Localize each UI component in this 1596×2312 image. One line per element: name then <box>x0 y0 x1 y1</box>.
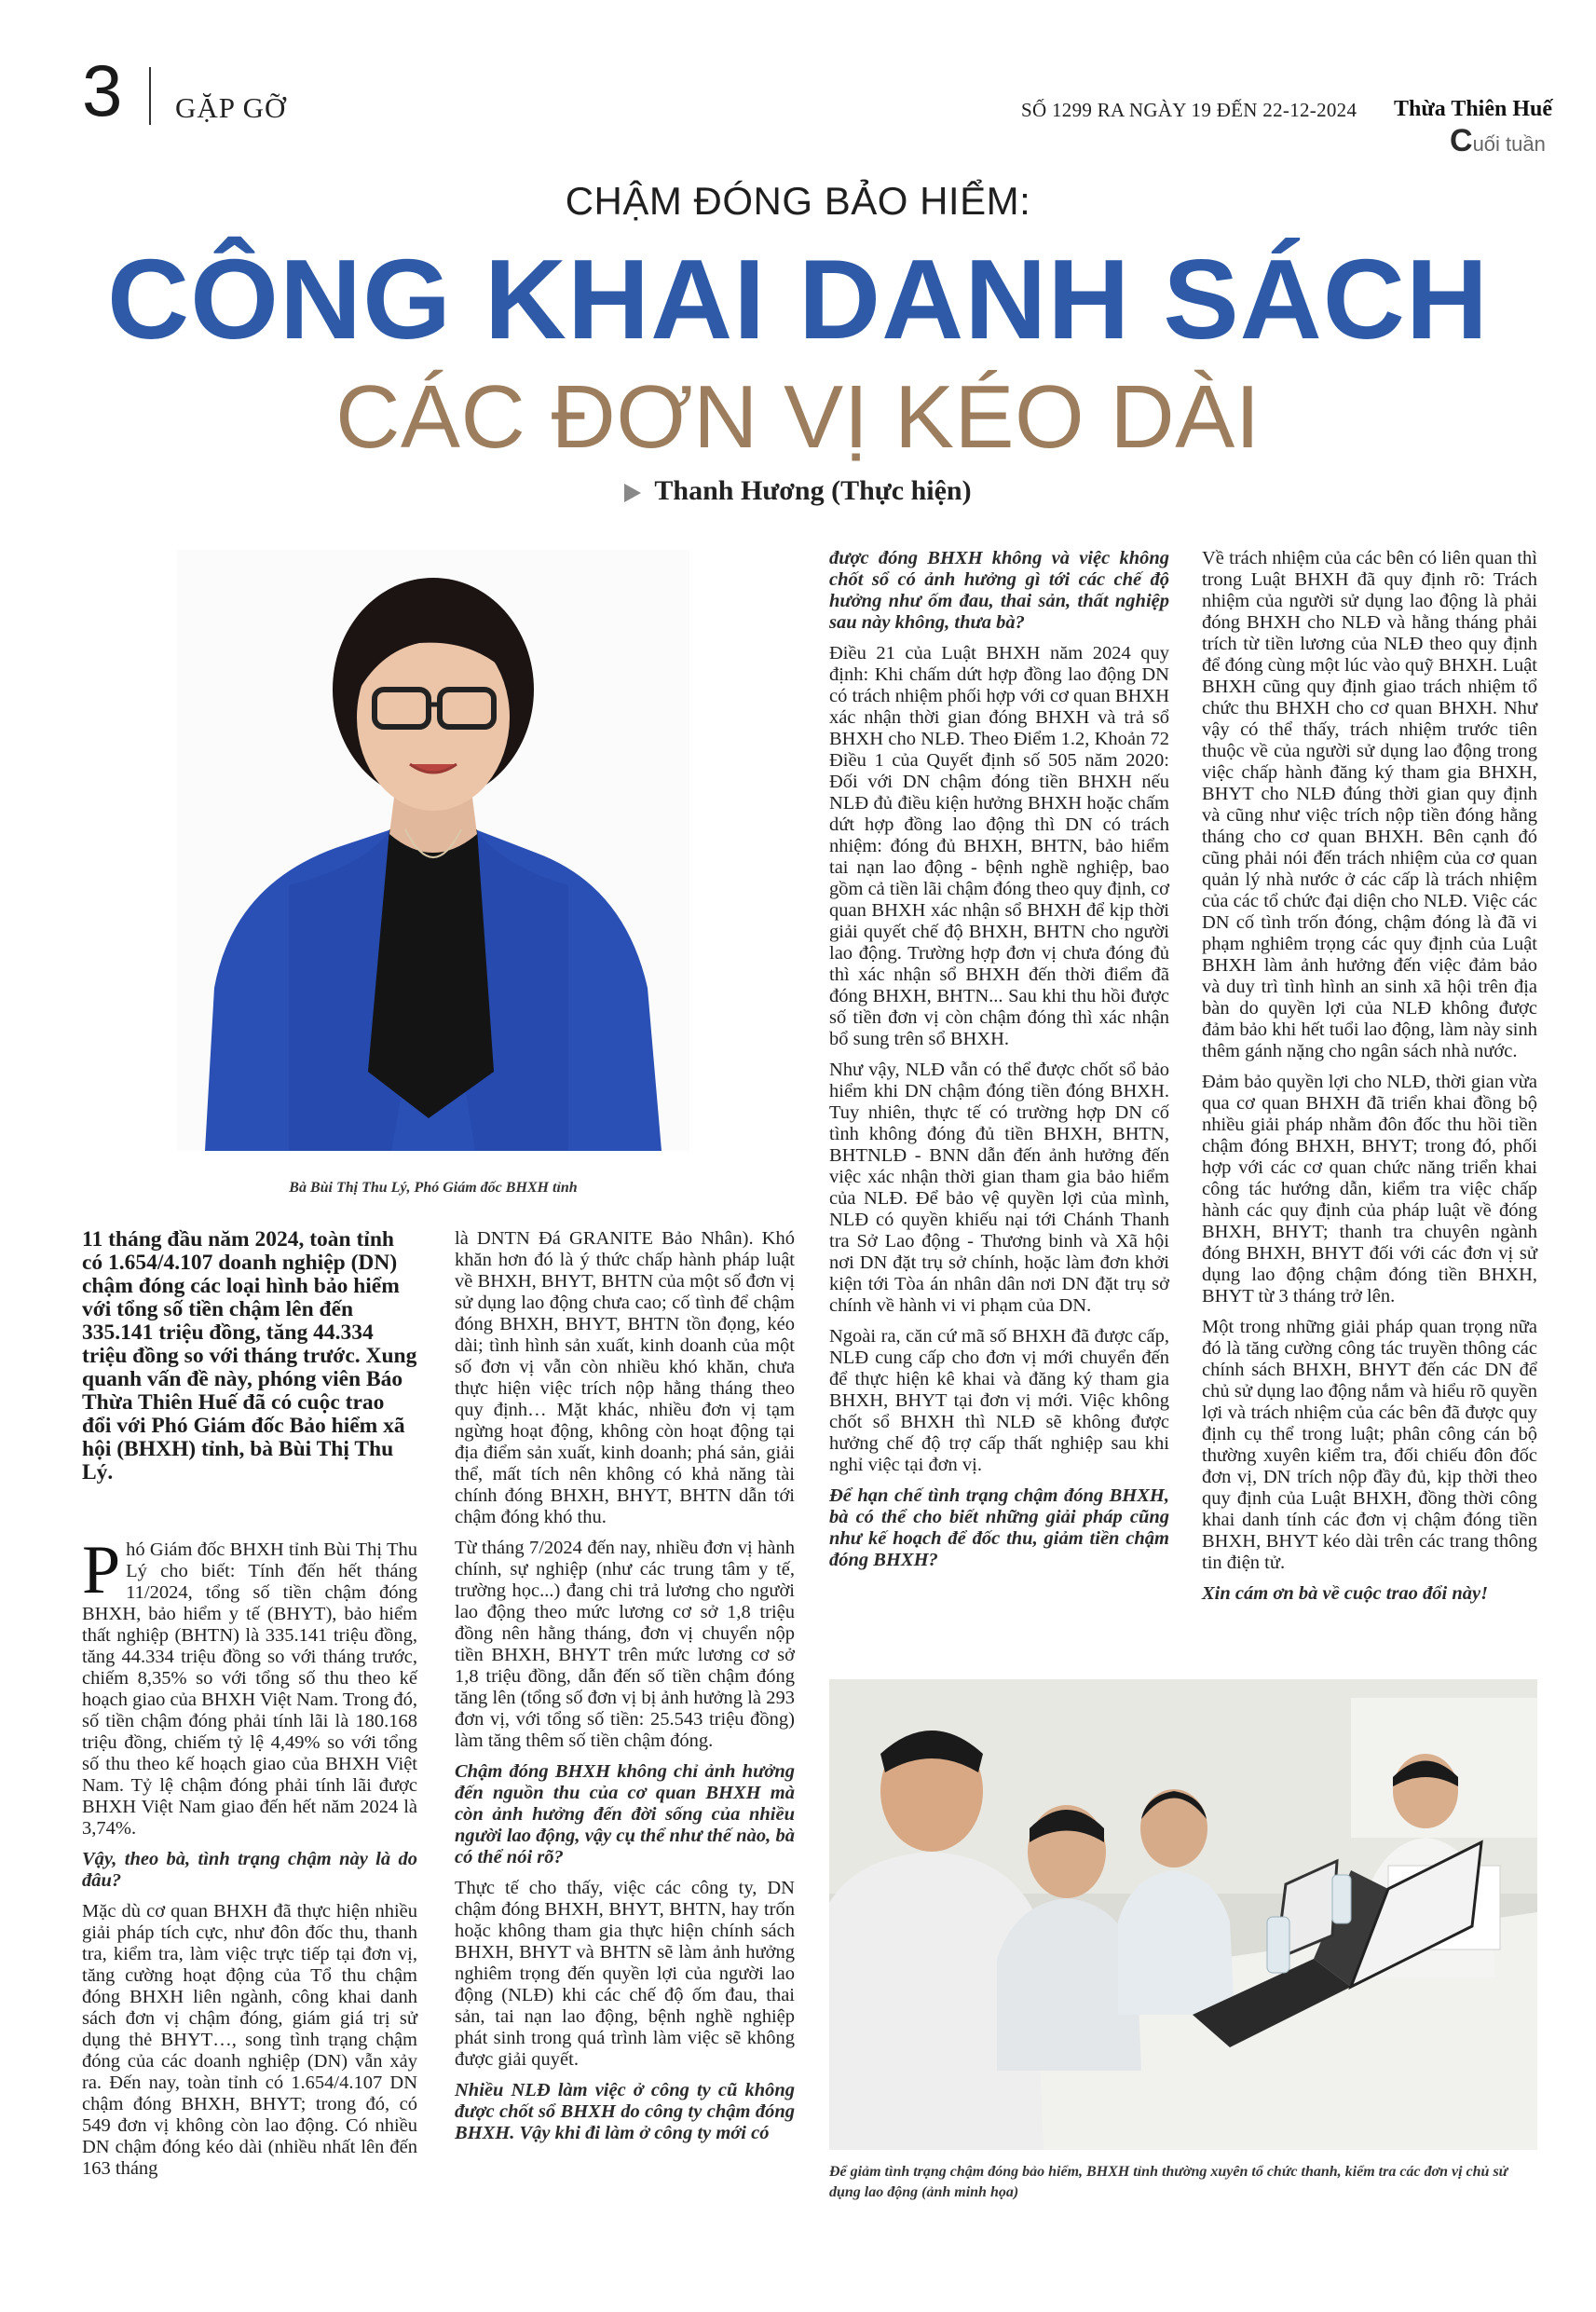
paragraph: Ngoài ra, căn cứ mã số BHXH đã được cấp, NLĐ cung cấp cho đơn vị mới chuyển đến để thực hiện kê khai và đăng ký tham gia BHXH, BHYT tại đơn vị mới. Việc không chốt sổ BHXH thì NLĐ sẽ không được hưởng chế độ trợ cấp thất nghiệp sau khi nghỉ việc tại đơn vị. <box>829 1326 1169 1475</box>
paragraph: Về trách nhiệm của các bên có liên quan thì trong Luật BHXH đã quy định rõ: Trách nhiệm của người sử dụng lao động là phải đóng BHXH cho NLĐ và hằng tháng phải trích từ tiền lương của NLĐ theo quy định để đóng cùng một lúc vào quỹ BHXH. Luật BHXH cũng quy định giao trách nhiệm tổ chức thu BHXH cho cơ quan BHXH. Như vậy có thể thấy, trách nhiệm trước tiên thuộc về của người sử dụng lao động trong việc chấp hành đăng ký tham gia BHXH, BHYT cho NLĐ đúng thời gian quy định và cũng như việc trích nộp tiền đóng hằng tháng cho cơ quan BHXH. Bên cạnh đó cũng phải nói đến trách nhiệm của cơ quan quản lý nhà nước ở các cấp là trách nhiệm của các tổ chức đại diện cho NLĐ. Việc các DN cố tình trốn đóng, chậm đóng là đã vi phạm nghiêm trọng các quy định của Luật BHXH làm ảnh hưởng đến việc đảm bảo và duy trì tình hình an sinh xã hội trên địa bàn do quyền lợi của NLĐ không được đảm bảo khi hết tuổi lao động, làm này sinh thêm gánh nặng cho ngân sách nhà nước. <box>1202 548 1537 1061</box>
interview-question: được đóng BHXH không và việc không chốt sổ có ảnh hưởng gì tới các chế độ hưởng như ốm đau, thai sản, thất nghiệp sau này không, thưa bà? <box>829 548 1169 633</box>
closing-line: Xin cám ơn bà về cuộc trao đổi này! <box>1202 1583 1489 1604</box>
brand-name: Thừa Thiên Huế <box>1394 97 1553 121</box>
text-column-4 <box>1202 548 1537 1614</box>
text-column-2 <box>455 1228 795 2154</box>
paragraph: Điều 21 của Luật BHXH năm 2024 quy định: Khi chấm dứt hợp đồng lao động DN có trách nhiệm phối hợp với cơ quan BHXH xác nhận thời gian đóng BHXH và trả sổ BHXH cho NLĐ. Theo Điểm 1.2, Khoản 72 Điều 1 của Quyết định số 505 năm 2020: Đối với DN chậm đóng tiền BHXH nếu NLĐ đủ điều kiện hưởng BHXH hoặc chấm dứt hợp đồng lao động thì DN có trách nhiệm: đóng đủ BHXH, BHTN, bảo hiểm tai nạn lao động - bệnh nghề nghiệp, bao gồm cả tiền lãi chậm đóng theo quy định, cơ quan BHXH xác nhận sổ BHXH để kịp thời giải quyết chế độ BHXH, BHTN cho người lao động. Trường hợp đơn vị chưa đóng đủ thì xác nhận sổ BHXH đến thời điểm đã đóng BHXH, BHTN... Sau khi thu hồi được số tiền đơn vị còn chậm đóng thì xác nhận bổ sung trên sổ BHXH. <box>829 643 1170 1049</box>
paragraph-text: hó Giám đốc BHXH tỉnh Bùi Thị Thu Lý cho biết: Tính đến hết tháng 11/2024, tổng số tiền chậm đóng BHXH, bảo hiểm y tế (BHYT), bảo hiểm thất nghiệp (BHTN) là 335.141 triệu đồng, tăng 44.334 triệu đồng so với tháng trước, chiếm 8,35% so với tổng số thu theo kế hoạch giao của BHXH Việt Nam. Trong đó, số tiền chậm đóng phải tính lãi là 180.168 triệu đồng, chiếm tỷ lệ 4,49% so với tổng số thu theo kế hoạch giao của BHXH Việt Nam. Tỷ lệ chậm đóng phải tính lãi được BHXH Việt Nam giao đến hết năm 2024 là 3,74%. <box>82 1539 417 1839</box>
meeting-photo-caption: Để giảm tình trạng chậm đóng bảo hiểm, BHXH tỉnh thường xuyên tổ chức thanh, kiểm tra các đơn vị chủ sử dụng lao động (ảnh minh họa) <box>829 2164 1508 2200</box>
paragraph: Đảm bảo quyền lợi cho NLĐ, thời gian vừa qua cơ quan BHXH đã triển khai đồng bộ nhiều giải pháp nhằm đôn đốc thu hồi tiền chậm đóng BHXH, BHYT; trong đó, phối hợp với các cơ quan chức năng triển khai công tác hướng dẫn, kiểm tra việc chấp hành các quy định của pháp luật về đóng BHXH, BHYT; thanh tra chuyên ngành đóng BHXH, BHYT đối với các đơn vị sử dụng lao động chậm đóng tiền BHXH, BHYT từ 3 tháng trở lên. <box>1202 1072 1537 1306</box>
portrait-caption: Bà Bùi Thị Thu Lý, Phó Giám đốc BHXH tỉnh <box>289 1180 578 1196</box>
paragraph: Từ tháng 7/2024 đến nay, nhiều đơn vị hành chính, sự nghiệp (như các trung tâm y tế, trường học...) đang chi trả lương cho người lao động theo mức lương cơ sở 1,8 triệu đồng nên hằng tháng, đơn vị chuyển nộp tiền BHXH, BHYT trên mức lương cơ sở 1,8 triệu đồng, dẫn đến số tiền chậm đóng tăng lên (tổng số đơn vị bị ảnh hưởng là 293 đơn vị, với tổng số tiền: 25.543 triệu đồng) làm tăng thêm số tiền chậm đóng. <box>455 1538 795 1751</box>
paragraph: là DNTN Đá GRANITE Bảo Nhân). Khó khăn hơn đó là ý thức chấp hành pháp luật về BHXH, BHYT, BHTN của một số đơn vị sử dụng lao động chưa cao; cố tình để chậm đóng BHXH, BHYT, BHTN tồn đọng, kéo dài; tình hình sản xuất, kinh doanh của một số đơn vị vẫn còn nhiều khó khăn, chưa thực hiện việc trích nộp hằng tháng theo quy định… Mặt khác, nhiều đơn vị tạm ngừng hoạt động, không còn hoạt động tại địa điểm sản xuất, kinh doanh; phá sản, giải thể, mất tích nên không có khả năng tài chính đóng BHXH, BHYT, BHTN dẫn tới chậm đóng khó thu. <box>455 1228 795 1527</box>
article-byline <box>0 475 1596 507</box>
portrait-illustration <box>177 550 689 1151</box>
byline-text: Thanh Hương (Thực hiện) <box>654 475 972 506</box>
text-column-1 <box>82 1532 417 2189</box>
interview-question: Để hạn chế tình trạng chậm đóng BHXH, bà có thể cho biết những giải pháp cũng như kế hoạch để đốc thu, giảm tiền chậm đóng BHXH? <box>829 1485 1169 1570</box>
text-column-3 <box>829 548 1169 1580</box>
portrait-photo <box>177 550 689 1151</box>
interview-question: Chậm đóng BHXH không chỉ ảnh hưởng đến nguồn thu của cơ quan BHXH mà còn ảnh hưởng đến đời sống của nhiều người lao động, vậy cụ thể như thế nào, bà có thể nói rõ? <box>455 1761 795 1867</box>
article-lead: 11 tháng đầu năm 2024, toàn tỉnh có 1.654/4.107 doanh nghiệp (DN) chậm đóng các loại hình bảo hiểm với tổng số tiền chậm lên đến 335.141 triệu đồng, tăng 44.334 triệu đồng so với tháng trước. Xung quanh vấn đề này, phóng viên Báo Thừa Thiên Huế đã có cuộc trao đổi với Phó Giám đốc Bảo hiểm xã hội (BHXH) tỉnh, bà Bùi Thị Thu Lý. <box>82 1227 417 1484</box>
paragraph: Thực tế cho thấy, việc các công ty, DN chậm đóng BHXH, BHYT, BHTN, hay trốn hoặc không tham gia thực hiện chính sách BHXH, BHYT và BHTN sẽ làm ảnh hưởng nghiêm trọng đến quyền lợi của người lao động (NLĐ) khi các chế độ ốm đau, thai sản, tai nạn lao động, bệnh nghề nghiệp phát sinh trong quá trình làm việc sẽ không được giải quyết. <box>455 1878 795 2070</box>
drop-cap: P <box>82 1532 121 1608</box>
header-divider <box>149 67 151 125</box>
meeting-photo <box>829 1679 1537 2150</box>
paragraph: Một trong những giải pháp quan trọng nữa đó là tăng cường công tác truyền thông các chính sách BHXH, BHYT đến các DN để chủ sử dụng lao động nắm và hiểu rõ quyền lợi và trách nhiệm của các bên đã được quy định cụ thể trong luật; phân công cán bộ thường xuyên kiểm tra, đối chiếu đôn đốc đơn vị, DN trích nộp đầy đủ, kịp thời theo quy định của Luật BHXH, đồng thời công khai danh tính các đơn vị chậm đóng tiền BHXH, BHYT kéo dài trên các trang thông tin điện tử. <box>1202 1317 1537 1573</box>
article-headline: CÔNG KHAI DANH SÁCH <box>107 236 1489 363</box>
meeting-illustration <box>829 1679 1537 2150</box>
byline-triangle-icon <box>624 484 641 502</box>
brand-subtitle <box>1450 123 1546 159</box>
brand-subtitle-initial: C <box>1450 123 1473 158</box>
paragraph: Như vậy, NLĐ vẫn có thể được chốt sổ bảo hiểm khi DN chậm đóng tiền đóng BHXH. Tuy nhiên, thực tế có trường hợp DN cố tình không đóng đủ tiền BHXH, BHTN, BHTNLĐ - BNN dẫn đến ảnh hưởng đến việc xác nhận thời gian tham gia bảo hiểm của NLĐ. Để bảo vệ quyền lợi của mình, NLĐ có quyền khiếu nại tới Chánh Thanh tra Sở Lao động - Thương binh và Xã hội nơi DN đặt trụ sở chính, hoặc làm đơn khởi kiện tới Tòa án nhân dân nơi DN đặt trụ sở chính về hành vi vi phạm của DN. <box>829 1060 1169 1316</box>
section-title: GẶP GỠ <box>175 91 287 124</box>
paragraph: Mặc dù cơ quan BHXH đã thực hiện nhiều giải pháp tích cực, như đôn đốc thu, thanh tra, kiểm tra, làm việc trực tiếp tại đơn vị, tăng cường hoạt động của Tổ thu chậm đóng BHXH liên ngành, công khai danh sách đơn vị chậm đóng, giám giá trị sử dụng thẻ BHYT…, song tình trạng chậm đóng của các doanh nghiệp (DN) vẫn xảy ra. Đến nay, toàn tỉnh có 1.654/4.107 DN chậm đóng BHXH, BHYT; trong đó, có 549 đơn vị không còn lao động. Có nhiều DN chậm đóng kéo dài (nhiều nhất lên đến 163 tháng <box>82 1901 417 2179</box>
interview-question: Nhiều NLĐ làm việc ở công ty cũ không được chốt sổ BHXH do công ty chậm đóng BHXH. Vậy khi đi làm ở công ty mới có <box>455 2080 795 2143</box>
brand-subtitle-rest: uối tuần <box>1472 132 1546 156</box>
article-subheadline: CÁC ĐƠN VỊ KÉO DÀI <box>335 367 1261 467</box>
issue-info: SỐ 1299 RA NGÀY 19 ĐẾN 22-12-2024 <box>1021 99 1357 121</box>
page-number: 3 <box>82 49 123 131</box>
article-kicker: CHẬM ĐÓNG BẢO HIỂM: <box>565 179 1031 223</box>
paragraph <box>82 1532 417 1840</box>
interview-question: Vậy, theo bà, tình trạng chậm này là do đâu? <box>82 1849 417 1891</box>
